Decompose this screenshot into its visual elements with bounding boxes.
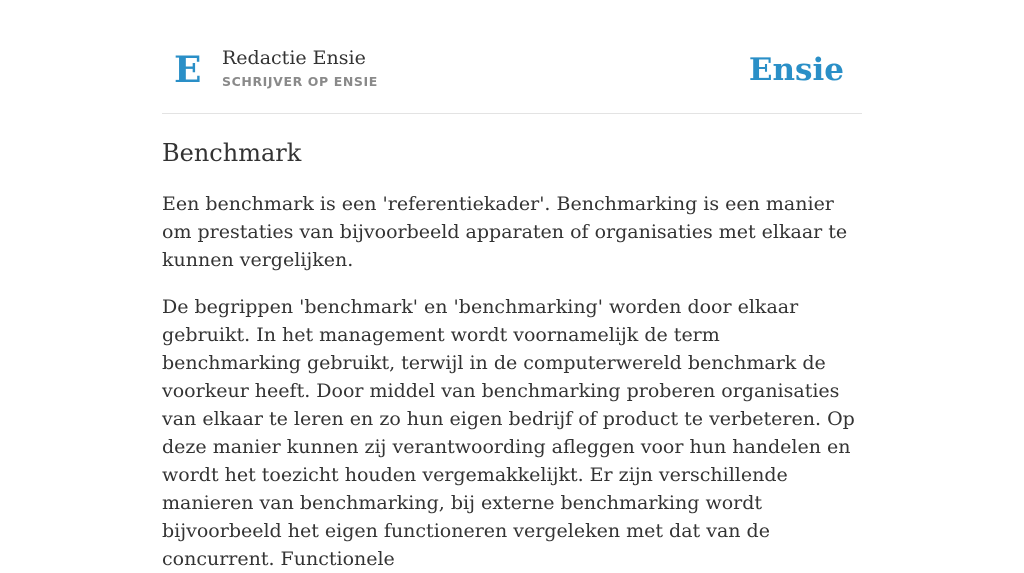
article-container [162, 0, 862, 573]
author-role: SCHRIJVER OP ENSIE [222, 74, 378, 89]
author-name[interactable]: Redactie Ensie [222, 47, 366, 69]
author-logo-icon[interactable]: E [174, 49, 202, 91]
article-title: Benchmark [162, 139, 302, 167]
brand-logo[interactable]: Ensie [748, 52, 844, 88]
article-header [162, 0, 862, 114]
article-paragraph-2: De begrippen 'benchmark' en 'benchmarking' worden door elkaar gebruikt. In het management wordt voornamelijk de term benchmarking gebruikt, terwijl in de computerwereld benchmark de voorkeur heeft. Door middel van benchmarking proberen organisaties van elkaar te leren en zo hun eigen bedrijf of product te verbeteren. Op deze manier kunnen zij verantwoording afleggen voor hun handelen en wordt het toezicht houden vergemakkelijkt. Er zijn verschillende manieren van benchmarking, bij externe benchmarking wordt bijvoorbeeld het eigen functioneren vergeleken met dat van de concurrent. Functionele [162, 296, 855, 570]
article-paragraph-1: Een benchmark is een 'referentiekader'. Benchmarking is een manier om prestaties van bijvoorbeeld apparaten of organisaties met elkaar te kunnen vergelijken. [162, 193, 848, 271]
